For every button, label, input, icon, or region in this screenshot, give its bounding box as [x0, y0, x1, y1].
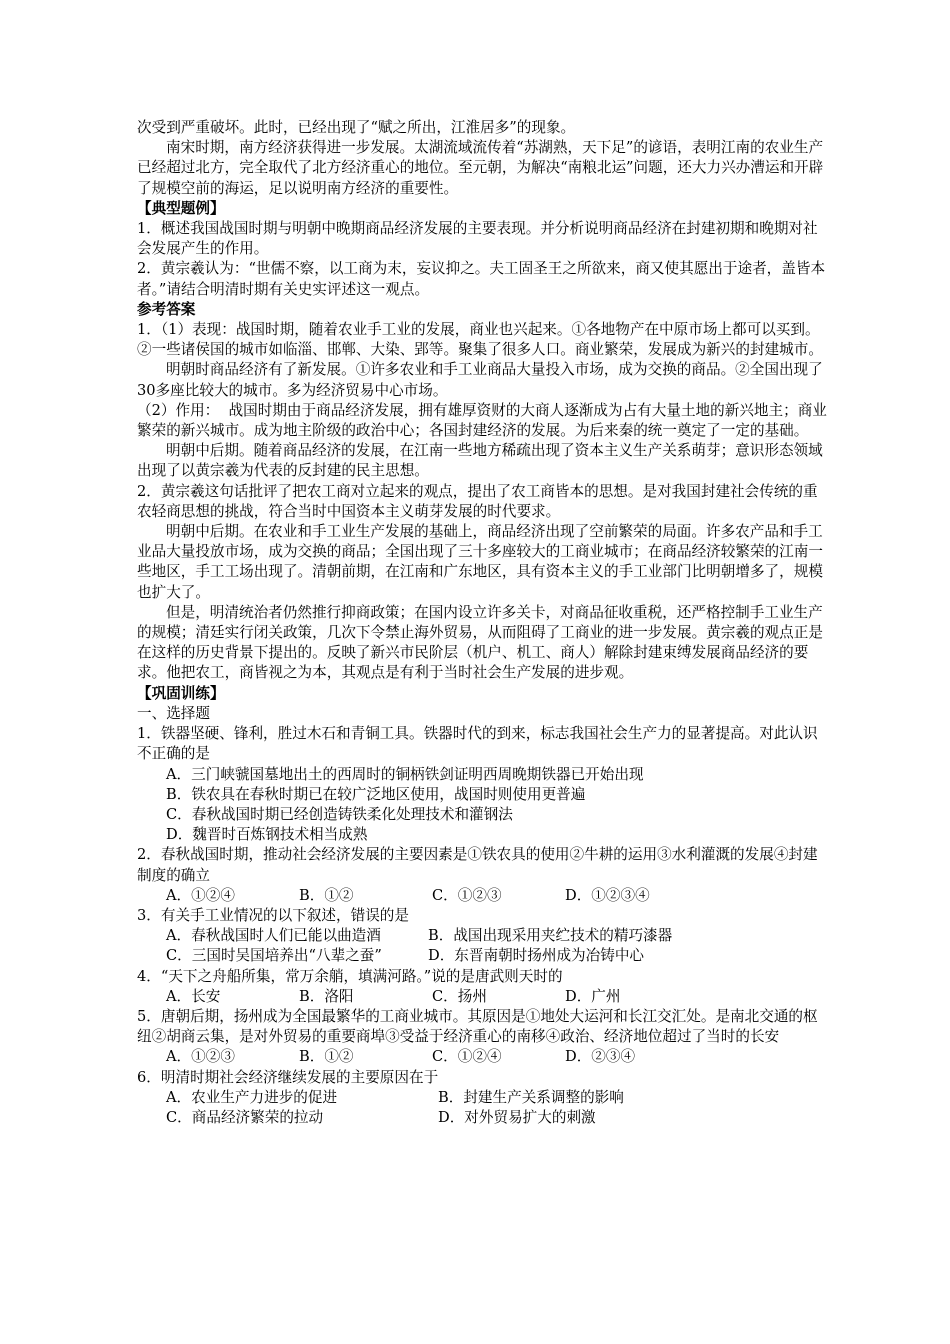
- question-1-option-c: C．春秋战国时期已经创造铸铁柔化处理技术和灌钢法: [166, 805, 513, 823]
- typical-question-2: 2．黄宗羲认为：“世儒不察，以工商为末，妄议抑之。夫工固圣王之所欲来，商又使其愿出于途者，盖皆本者。”请结合明清时期有关史实评述这一观点。: [137, 260, 826, 298]
- answer-2-ming: 明朝中后期。在农业和手工业生产发展的基础上，商品经济出现了空前繁荣的局面。许多农产品和手工业品大量投放市场，成为交换的商品；全国出现了三十多座较大的工商业城市；在商品经济较繁荣的江南一些地区，手工工场出现了。清朝前期，在江南和广东地区，具有资本主义的手工业部门比明朝增多了，规模也扩大了。: [137, 523, 823, 601]
- question-4-options: [137, 987, 827, 1007]
- typical-question-1: 1．概述我国战国时期与明朝中晚期商品经济发展的主要表现。并分析说明商品经济在封建初期和晚期对社会发展产生的作用。: [137, 220, 818, 258]
- question-3-stem: 3．有关手工业情况的以下叙述，错误的是: [137, 906, 409, 924]
- answer-1-part-2: （2）作用： 战国时期由于商品经济发展，拥有雄厚资财的大商人逐渐成为占有大量土地的新兴地主；商业繁荣的新兴城市。成为地主阶级的政治中心；各国封建经济的发展。为后来秦的统一奠定了一定的基础。: [137, 401, 827, 440]
- question-2-option-b: B．①②: [299, 886, 354, 904]
- question-6-options-row-1: [137, 1088, 827, 1108]
- question-1-stem: 1．铁器坚硬、锋利，胜过木石和青铜工具。铁器时代的到来，标志我国社会生产力的显著提高。对此认识不正确的是: [137, 725, 818, 763]
- question-4-option-c: C．扬州: [432, 987, 487, 1005]
- question-6-options-row-2: [137, 1108, 827, 1128]
- question-6-option-c: C．商品经济繁荣的拉动: [166, 1108, 324, 1126]
- question-2-option-a: A．①②④: [166, 886, 235, 904]
- intro-paragraph-1: 次受到严重破坏。此时，已经出现了“赋之所出，江淮居多”的现象。: [137, 119, 576, 136]
- question-4-stem: 4．“天下之舟船所集，常万余艄，填满河路。”说的是唐武则天时的: [137, 967, 563, 985]
- question-3-option-c: C．三国时吴国培养出“八辈之蚕”: [166, 947, 382, 965]
- typical-examples-heading: 【典型题例】: [137, 199, 225, 217]
- question-3-options-row-2: [137, 946, 827, 966]
- question-3-option-d: D．东晋南朝时扬州成为冶铸中心: [428, 947, 645, 965]
- answer-1-late-ming: 明朝中后期。随着商品经济的发展，在江南一些地方稀疏出现了资本主义生产关系萌芽；意识形态领域出现了以黄宗羲为代表的反封建的民主思想。: [137, 442, 823, 480]
- practice-section-title: 一、选择题: [137, 704, 210, 722]
- question-5-options: [137, 1047, 827, 1067]
- question-6-stem: 6．明清时期社会经济继续发展的主要原因在于: [137, 1068, 439, 1086]
- question-3-options-row-1: [137, 926, 827, 946]
- intro-paragraph-2: 南宋时期，南方经济获得进一步发展。太湖流域流传着“苏湖熟，天下足”的谚语，表明江南的农业生产已经超过北方，完全取代了北方经济重心的地位。至元朝，为解决“南粮北运”问题，还大力兴办漕运和开辟了规模空前的海运，足以说明南方经济的重要性。: [137, 139, 824, 197]
- question-5-option-a: A．①②③: [166, 1048, 235, 1066]
- question-6-option-d: D．对外贸易扩大的刺激: [438, 1108, 596, 1126]
- question-2-option-d: D．①②③④: [565, 886, 650, 904]
- answer-1-ming: 明朝时商品经济有了新发展。①许多农业和手工业商品大量投入市场，成为交换的商品。②全国出现了30多座比较大的城市。多为经济贸易中心市场。: [137, 361, 823, 399]
- question-1-option-b: B．铁农具在春秋时期已在较广泛地区使用，战国时则使用更普遍: [166, 785, 586, 803]
- question-5-stem: 5．唐朝后期，扬州成为全国最繁华的工商业城市。其原因是①地处大运河和长江交汇处。是南北交通的枢纽②胡商云集，是对外贸易的重要商埠③受益于经济重心的南移④政治、经济地位超过了当时的长安: [137, 1007, 818, 1046]
- question-2-options: [137, 886, 827, 906]
- question-4-option-a: A．长安: [166, 987, 221, 1005]
- question-6-option-b: B．封建生产关系调整的影响: [438, 1088, 624, 1106]
- question-5-option-c: C．①②④: [432, 1048, 502, 1066]
- answer-2: 2．黄宗羲这句话批评了把农工商对立起来的观点，提出了农工商皆本的思想。是对我国封建社会传统的重农轻商思想的挑战，符合当时中国资本主义萌芽发展的时代要求。: [137, 482, 818, 520]
- question-1-option-a: A．三门峡虢国墓地出土的西周时的铜柄铁剑证明西周晚期铁器已开始出现: [166, 765, 644, 783]
- question-1-option-d: D．魏晋时百炼钢技术相当成熟: [166, 826, 368, 844]
- question-3-option-a: A．春秋战国时人们已能以曲造酒: [166, 927, 381, 945]
- question-4-option-b: B．洛阳: [299, 987, 354, 1005]
- question-2-option-c: C．①②③: [432, 886, 502, 904]
- question-5-option-b: B．①②: [299, 1048, 354, 1066]
- question-4-option-d: D．广州: [565, 987, 621, 1005]
- practice-heading: 【巩固训练】: [137, 684, 225, 702]
- answer-1-part-1: 1．（1）表现：战国时期，随着农业手工业的发展，商业也兴起来。①各地物产在中原市场上都可以买到。②一些诸侯国的城市如临淄、邯郸、大染、郢等。聚集了很多人口。商业繁荣，发展成为新兴的封建城市。: [137, 321, 823, 359]
- question-3-option-b: B．战国出现采用夹纻技术的精巧漆器: [428, 927, 673, 945]
- question-5-option-d: D．②③④: [565, 1048, 636, 1066]
- answer-2-however: 但是，明清统治者仍然推行抑商政策；在国内设立许多关卡，对商品征收重税，还严格控制手工业生产的规模；清廷实行闭关政策，几次下令禁止海外贸易，从而阻碍了工商业的进一步发展。黄宗羲的观点正是在这样的历史背景下提出的。反映了新兴市民阶层（机户、机工、商人）解除封建束缚发展商品经济的要求。他把农工，商皆视之为本，其观点是有利于当时社会生产发展的进步观。: [137, 603, 823, 682]
- question-2-stem: 2．春秋战国时期，推动社会经济发展的主要因素是①铁农具的使用②牛耕的运用③水利灌溉的发展④封建制度的确立: [137, 846, 818, 884]
- answers-heading: 参考答案: [137, 300, 196, 318]
- question-6-option-a: A．农业生产力进步的促进: [166, 1088, 338, 1106]
- document-page: [137, 118, 827, 1128]
